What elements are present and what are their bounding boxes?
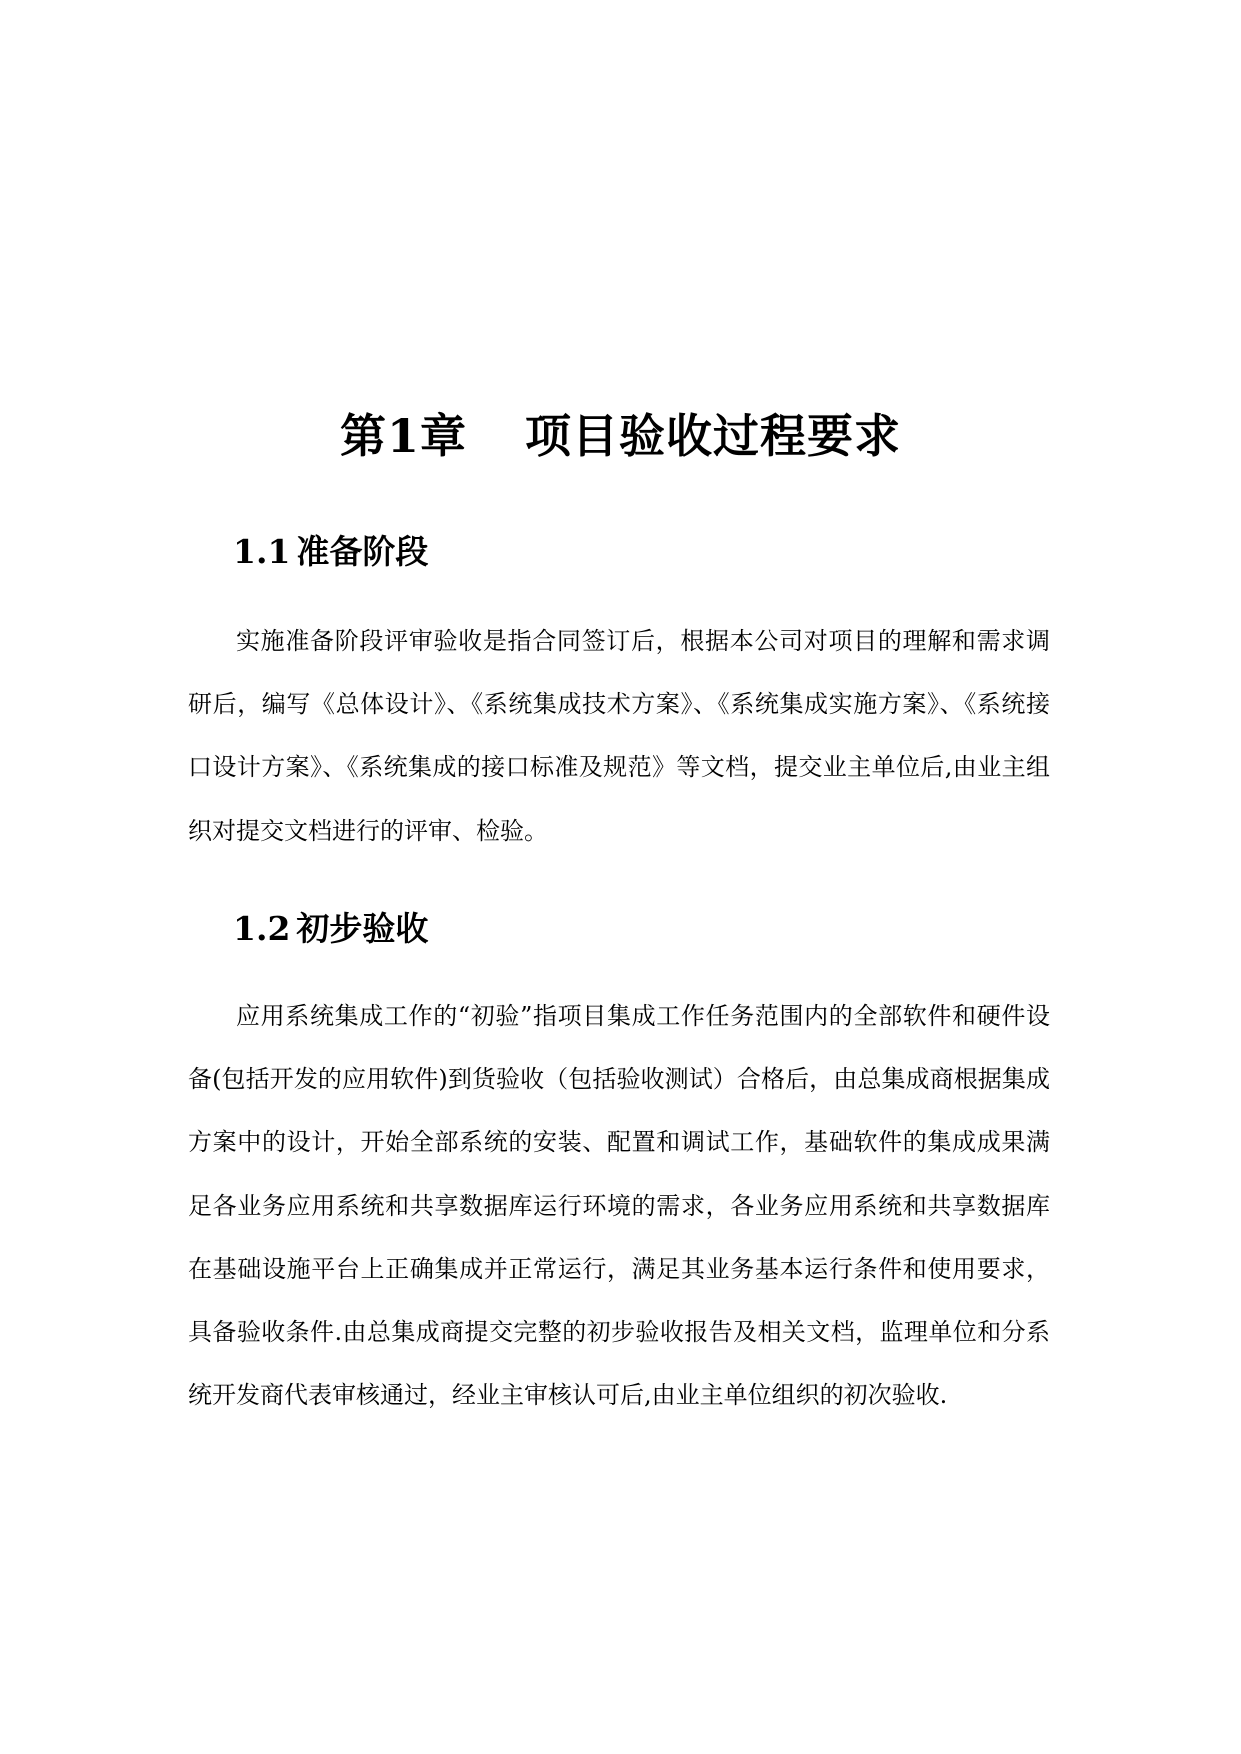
chapter-title-text: 项目验收过程要求 [525,409,901,463]
section-1-1-paragraph: 实施准备阶段评审验收是指合同签订后，根据本公司对项目的理解和需求调研后，编写《总体设计》、《系统集成技术方案》、《系统集成实施方案》、《系统接口设计方案》、《系统集成的接口标准及规范》等文档，提交业主单位后,由业主组织对提交文档进行的评审、检验。 [188,627,1050,845]
section-heading-1-1 [233,530,428,574]
section-number: 1.1 [233,532,291,571]
section-heading-1-2 [233,907,428,951]
section-title-text: 准备阶段 [296,532,429,571]
chapter-number: 第1章 [339,409,467,463]
section-number: 1.2 [233,909,291,948]
chapter-heading [0,404,1241,468]
section-title-text: 初步验收 [296,909,429,948]
section-1-2-paragraph: 应用系统集成工作的“初验”指项目集成工作任务范围内的全部软件和硬件设备(包括开发的应用软件)到货验收（包括验收测试）合格后，由总集成商根据集成方案中的设计，开始全部系统的安装、配置和调试工作，基础软件的集成成果满足各业务应用系统和共享数据库运行环境的需求，各业务应用系统和共享数据库在基础设施平台上正确集成并正常运行，满足其业务基本运行条件和使用要求，具备验收条件.由总集成商提交完整的初步验收报告及相关文档，监理单位和分系统开发商代表审核通过，经业主审核认可后,由业主单位组织的初次验收. [188,1002,1050,1410]
